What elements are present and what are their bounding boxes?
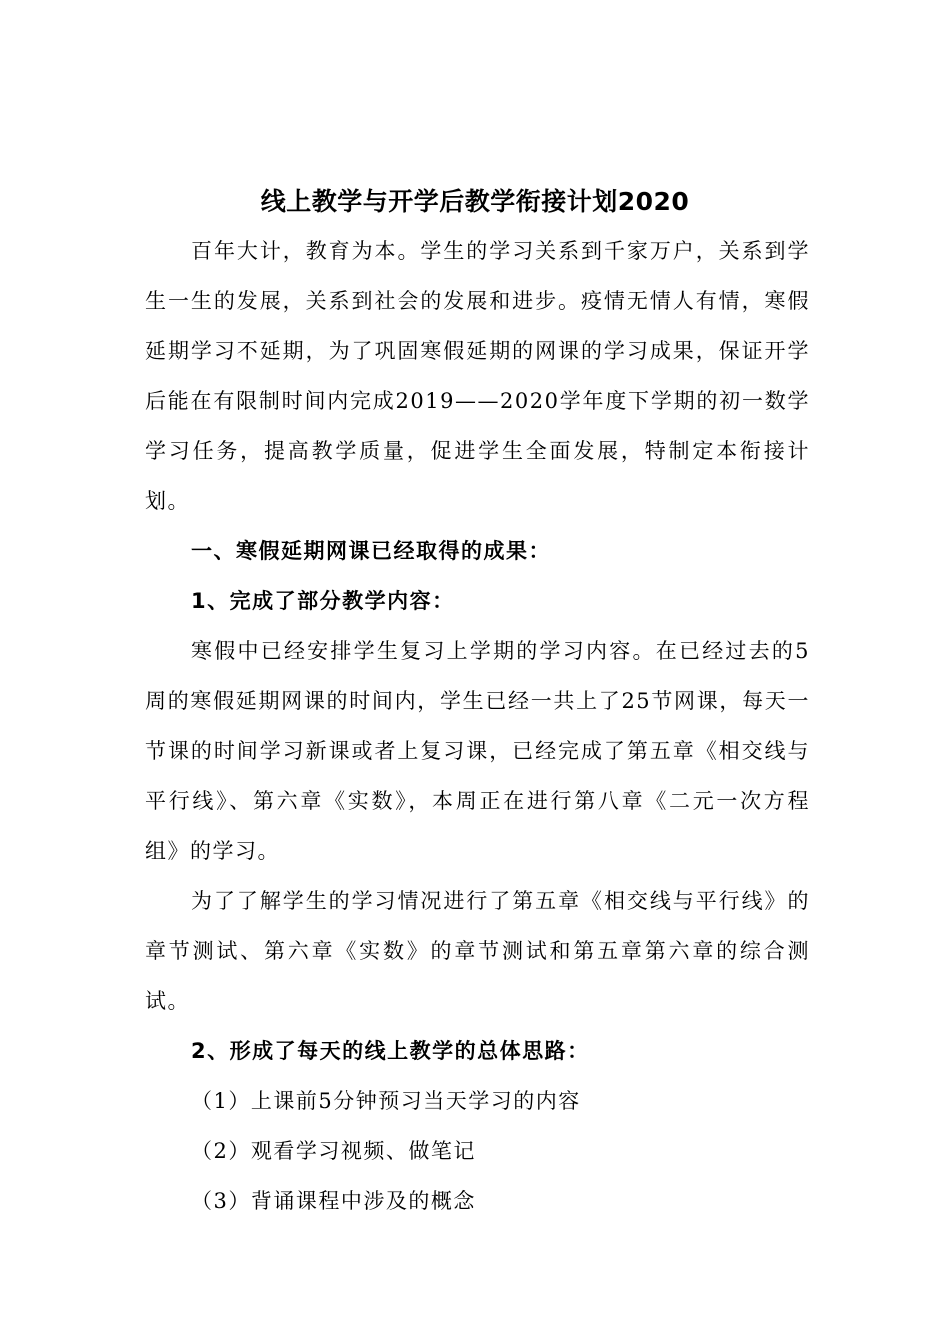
intro-paragraph: 百年大计，教育为本。学生的学习关系到千家万户，关系到学生一生的发展，关系到社会的发展和进步。疫情无情人有情，寒假延期学习不延期，为了巩固寒假延期的网课的学习成果，保证开学后能在有限制时间内完成2019——2020学年度下学期的初一数学学习任务，提高教学质量，促进学生全面发展，特制定本衔接计划。 [145, 239, 810, 513]
subsection-heading-1: 1、完成了部分教学内容： [191, 589, 455, 613]
list-item: （1）上课前5分钟预习当天学习的内容 [191, 1089, 581, 1113]
list-item: （2）观看学习视频、做笔记 [191, 1139, 476, 1163]
section-heading-1: 一、寒假延期网课已经取得的成果： [191, 539, 551, 563]
list-item: （3）背诵课程中涉及的概念 [191, 1189, 476, 1213]
document-title: 线上教学与开学后教学衔接计划2020 [260, 187, 690, 216]
subsection-1-paragraph-1: 寒假中已经安排学生复习上学期的学习内容。在已经过去的5周的寒假延期网课的时间内，学生已经一共上了25节网课，每天一节课的时间学习新课或者上复习课，已经完成了第五章《相交线与平行线》、第六章《实数》，本周正在进行第八章《二元一次方程组》的学习。 [145, 639, 810, 863]
document-body [145, 226, 810, 1226]
subsection-heading-2: 2、形成了每天的线上教学的总体思路： [191, 1039, 590, 1063]
subsection-1-paragraph-2: 为了了解学生的学习情况进行了第五章《相交线与平行线》的章节测试、第六章《实数》的章节测试和第五章第六章的综合测试。 [145, 889, 810, 1013]
